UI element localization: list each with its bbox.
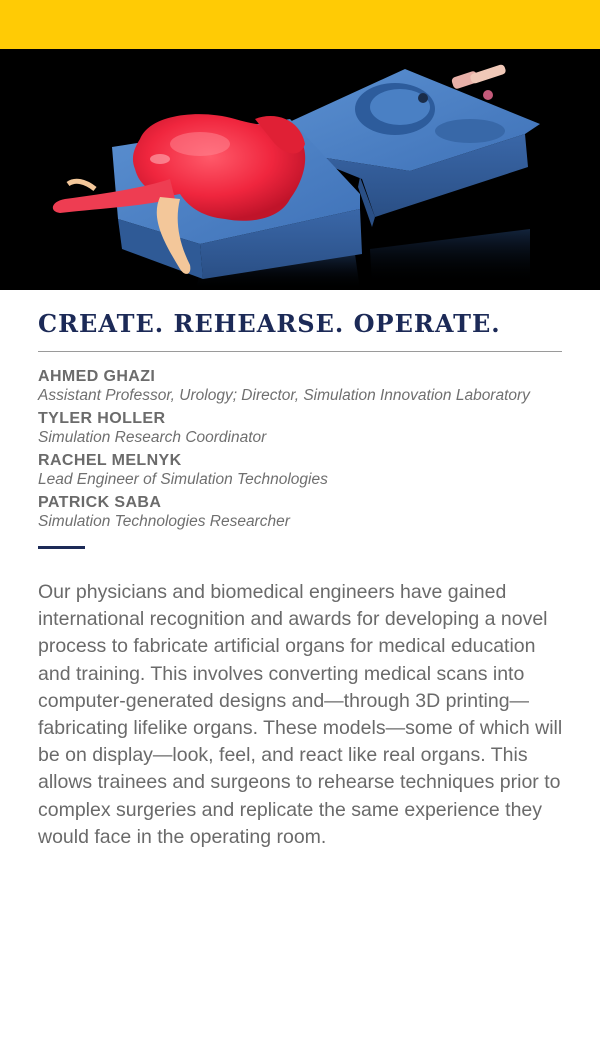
page-title: CREATE. REHEARSE. OPERATE.: [38, 309, 501, 338]
title-divider: [38, 351, 562, 352]
description-paragraph: Our physicians and biomedical engineers have gained international recognition and awards for developing a novel process to fabricate artificial organs for medical education and training. This involves converting medical scans into computer-generated designs and—through 3D printing—fabricating lifelike organs. These models—some of which will be on display—look, feel, and react like real organs. This allows trainees and surgeons to rehearse techniques prior to complex surgeries and replicate the same experience they would face in the operating room.: [38, 581, 563, 848]
people-list: [38, 368, 562, 531]
person-role: Simulation Technologies Researcher: [38, 513, 290, 530]
person-entry: [38, 368, 562, 405]
person-name: TYLER HOLLER: [38, 410, 166, 427]
accent-divider: [38, 546, 85, 549]
person-entry: [38, 494, 562, 531]
person-entry: [38, 452, 562, 489]
hero-image: [0, 49, 600, 290]
person-role: Lead Engineer of Simulation Technologies: [38, 471, 328, 488]
person-role: Simulation Research Coordinator: [38, 429, 267, 446]
person-role: Assistant Professor, Urology; Director, Simulation Innovation Laboratory: [38, 387, 530, 404]
person-name: PATRICK SABA: [38, 494, 162, 511]
top-accent-bar: [0, 0, 600, 49]
organ-model-illustration: [0, 49, 600, 290]
person-entry: [38, 410, 562, 447]
person-name: AHMED GHAZI: [38, 368, 156, 385]
person-name: RACHEL MELNYK: [38, 452, 182, 469]
